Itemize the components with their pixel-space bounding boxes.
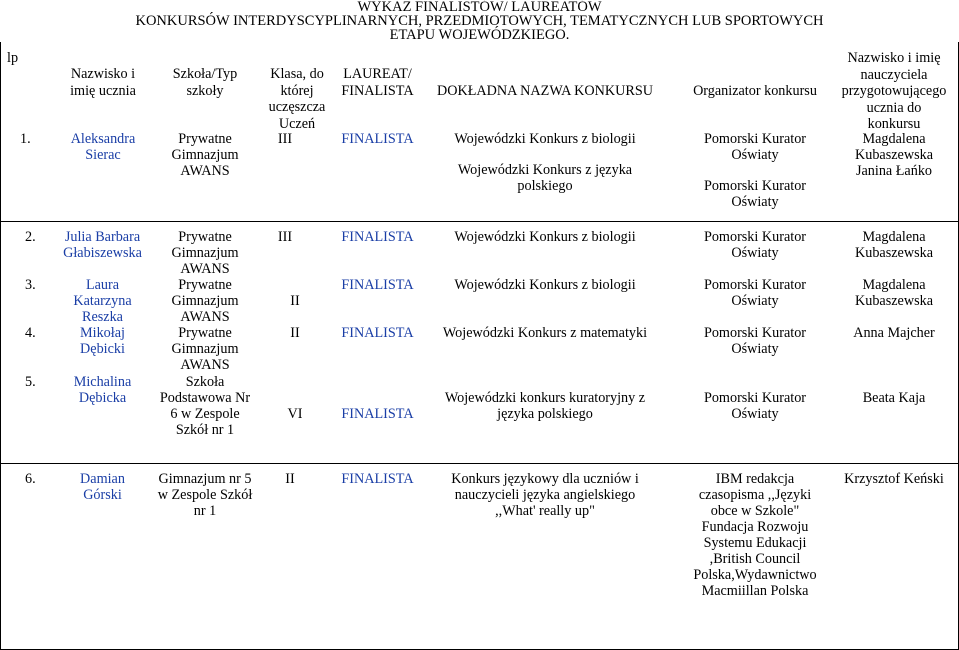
organizer-name: IBM redakcja czasopisma ,,Języki obce w Szkole" Fundacja Rozwoju Systemu Edukacji ,British Council Polska,Wydawnictwo Macmiillan Polska — [693, 471, 817, 599]
contest-name: Wojewódzki Konkurs z biologii Wojewódzki Konkurs z języka polskiego — [454, 131, 636, 194]
student-name: Laura Katarzyna Reszka — [73, 277, 132, 325]
header-organizer: Organizator konkursu — [693, 83, 817, 99]
school-name: Gimnazjum nr 5 w Zespole Szkół nr 1 — [157, 471, 253, 519]
status-value: FINALISTA — [341, 325, 414, 341]
grid-line — [0, 42, 1, 650]
row-lp: 1. — [20, 131, 31, 147]
status-value: FINALISTA — [341, 406, 414, 422]
status-value: FINALISTA — [341, 229, 414, 245]
header-contest: DOKŁADNA NAZWA KONKURSU — [437, 83, 653, 99]
organizer-name: Pomorski Kurator Oświaty — [703, 390, 807, 422]
student-name: Damian Górski — [80, 471, 125, 503]
teacher-name: Magdalena Kubaszewska — [854, 277, 933, 309]
contest-name: Konkurs językowy dla uczniów i nauczycieli języka angielskiego ,,What' really up" — [451, 471, 639, 519]
teacher-name: Krzysztof Keński — [844, 471, 944, 487]
row-lp: 5. — [25, 374, 36, 390]
status-value: FINALISTA — [341, 471, 414, 487]
student-name: Julia Barbara Głabiszewska — [63, 229, 142, 261]
organizer-name: Pomorski Kurator Oświaty — [703, 325, 807, 357]
class-value: II — [290, 293, 300, 309]
header-laureat: LAUREAT/ FINALISTA — [341, 66, 414, 99]
school-name: Prywatne Gimnazjum AWANS — [171, 277, 239, 325]
status-value: FINALISTA — [341, 277, 414, 293]
teacher-name: Magdalena Kubaszewska — [854, 229, 933, 261]
school-name: Prywatne Gimnazjum AWANS — [171, 229, 239, 277]
row-lp: 6. — [25, 471, 36, 487]
header-teacher: Nazwisko i imię nauczyciela przygotowującego ucznia do konkursu — [841, 50, 947, 132]
school-name: Prywatne Gimnazjum AWANS — [171, 131, 239, 179]
row-lp: 2. — [25, 229, 36, 245]
grid-line — [0, 463, 959, 464]
school-name: Szkoła Podstawowa Nr 6 w Zespole Szkół nr 1 — [159, 374, 251, 438]
contest-name: Wojewódzki Konkurs z matematyki — [442, 325, 648, 341]
organizer-name: Pomorski Kurator Oświaty Pomorski Kurator Oświaty — [703, 131, 807, 210]
header-school: Szkoła/Typ szkoły — [172, 66, 238, 99]
header-lp: lp — [7, 50, 19, 66]
teacher-name: Beata Kaja — [862, 390, 926, 406]
class-value: II — [285, 471, 295, 487]
student-name: Mikołaj Dębicki — [80, 325, 125, 357]
student-name: Michalina Dębicka — [73, 374, 132, 406]
class-value: III — [277, 131, 293, 147]
class-value: II — [290, 325, 300, 341]
row-lp: 4. — [25, 325, 36, 341]
class-value: VI — [287, 406, 303, 422]
header-name: Nazwisko i imię ucznia — [70, 66, 136, 99]
document-title-line3: ETAPU WOJEWÓDZKIEGO. — [389, 27, 570, 43]
class-value: III — [277, 229, 293, 245]
status-value: FINALISTA — [341, 131, 414, 147]
contest-name: Wojewódzki konkurs kuratoryjny z języka polskiego — [444, 390, 646, 422]
teacher-name: Magdalena Kubaszewska Janina Łańko — [854, 131, 933, 179]
grid-line — [0, 221, 959, 222]
row-lp: 3. — [25, 277, 36, 293]
header-class: Klasa, do której uczęszcza Uczeń — [268, 66, 326, 132]
document-title-line1: WYKAZ FINALISTÓW/ LAUREATÓW — [357, 0, 602, 15]
contest-name: Wojewódzki Konkurs z biologii — [454, 277, 636, 293]
document-title-line2: KONKURSÓW INTERDYSCYPLINARNYCH, PRZEDMIOTOWYCH, TEMATYCZNYCH LUB SPORTOWYCH — [135, 13, 824, 29]
organizer-name: Pomorski Kurator Oświaty — [703, 277, 807, 309]
student-name: Aleksandra Sierac — [70, 131, 136, 163]
school-name: Prywatne Gimnazjum AWANS — [171, 325, 239, 373]
contest-name: Wojewódzki Konkurs z biologii — [454, 229, 636, 245]
organizer-name: Pomorski Kurator Oświaty — [703, 229, 807, 261]
teacher-name: Anna Majcher — [853, 325, 935, 341]
